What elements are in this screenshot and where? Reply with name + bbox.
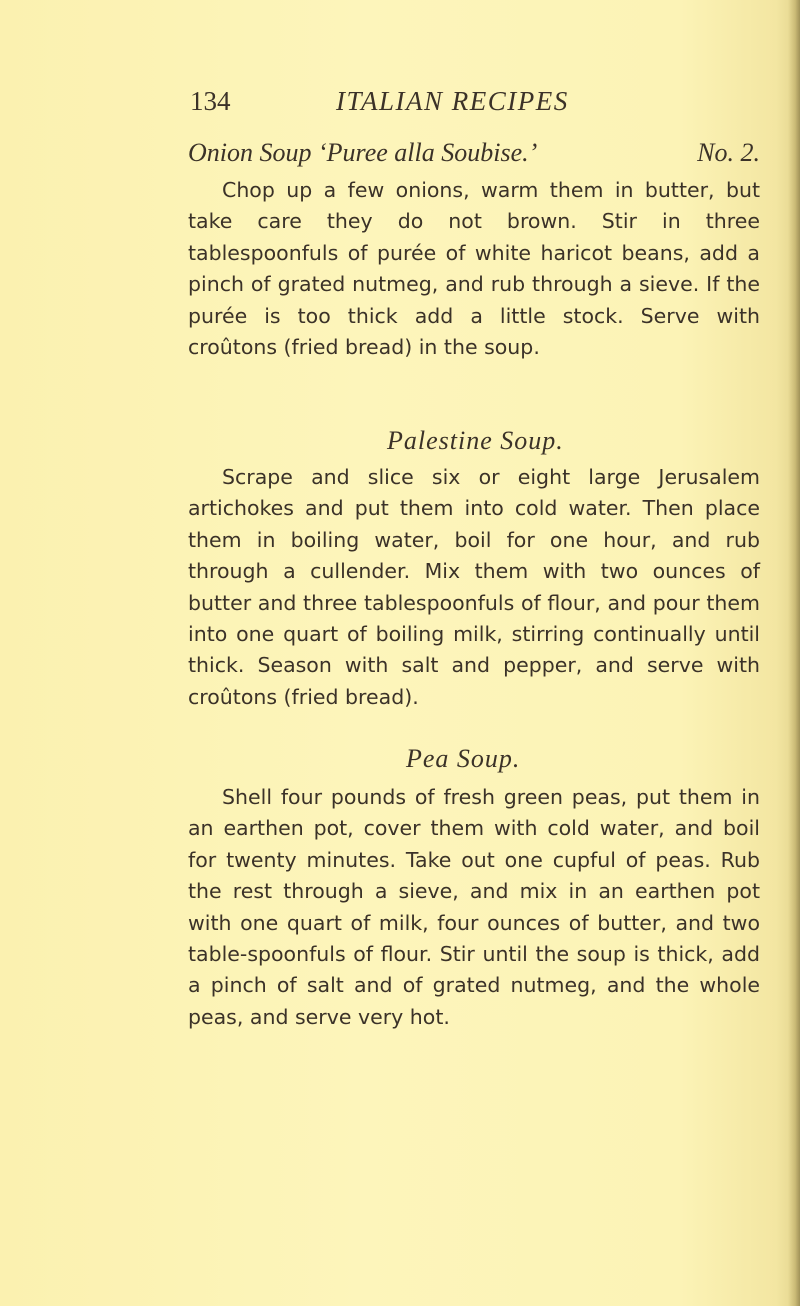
recipe-paragraph: Shell four pounds of fresh green peas, put them in an earthen pot, cover them with cold water, and boil for twenty minutes. Take out one cupful of peas. Rub the rest through a sieve, and mix in an earthen pot with one quart of milk, four ounces of butter, and two table-spoonfuls of flour. Stir until the soup is thick, add a pinch of salt and of grated nutmeg, and the whole peas, and serve very hot.	[188, 785, 760, 1029]
recipe-paragraph: Scrape and slice six or eight large Jerusalem artichokes and put them into cold water. Then place them in boiling water, boil for one hour, and rub through a cullender. Mix them with two ounces of butter and three tablespoonfuls of flour, and pour them into one quart of boiling milk, stirring continually until thick. Season with salt and pepper, and serve with croûtons (fried bread).	[188, 465, 760, 709]
running-head	[190, 86, 710, 126]
recipe-title-palestine-soup: Palestine Soup.	[387, 426, 564, 455]
recipe-title-pea-soup: Pea Soup.	[406, 744, 521, 773]
recipe-title-row-onion-soup	[188, 138, 760, 172]
recipe-number: No. 2.	[697, 138, 760, 167]
running-head-title: ITALIAN RECIPES	[336, 86, 569, 116]
page-number: 134	[190, 86, 231, 116]
recipe-paragraph: Chop up a few onions, warm them in butter, but take care they do not brown. Stir in three tablespoonfuls of purée of white haricot beans, add a pinch of grated nutmeg, and rub through a sieve. If the purée is too thick add a little stock. Serve with croûtons (fried bread) in the soup.	[188, 178, 760, 360]
recipe-text-onion-soup	[188, 175, 760, 363]
recipe-text-pea-soup	[188, 782, 760, 1033]
page-edge-shadow	[788, 0, 800, 1306]
recipe-text-palestine-soup	[188, 462, 760, 713]
recipe-title-onion-soup: Onion Soup ‘Puree alla Soubise.’	[188, 138, 538, 167]
